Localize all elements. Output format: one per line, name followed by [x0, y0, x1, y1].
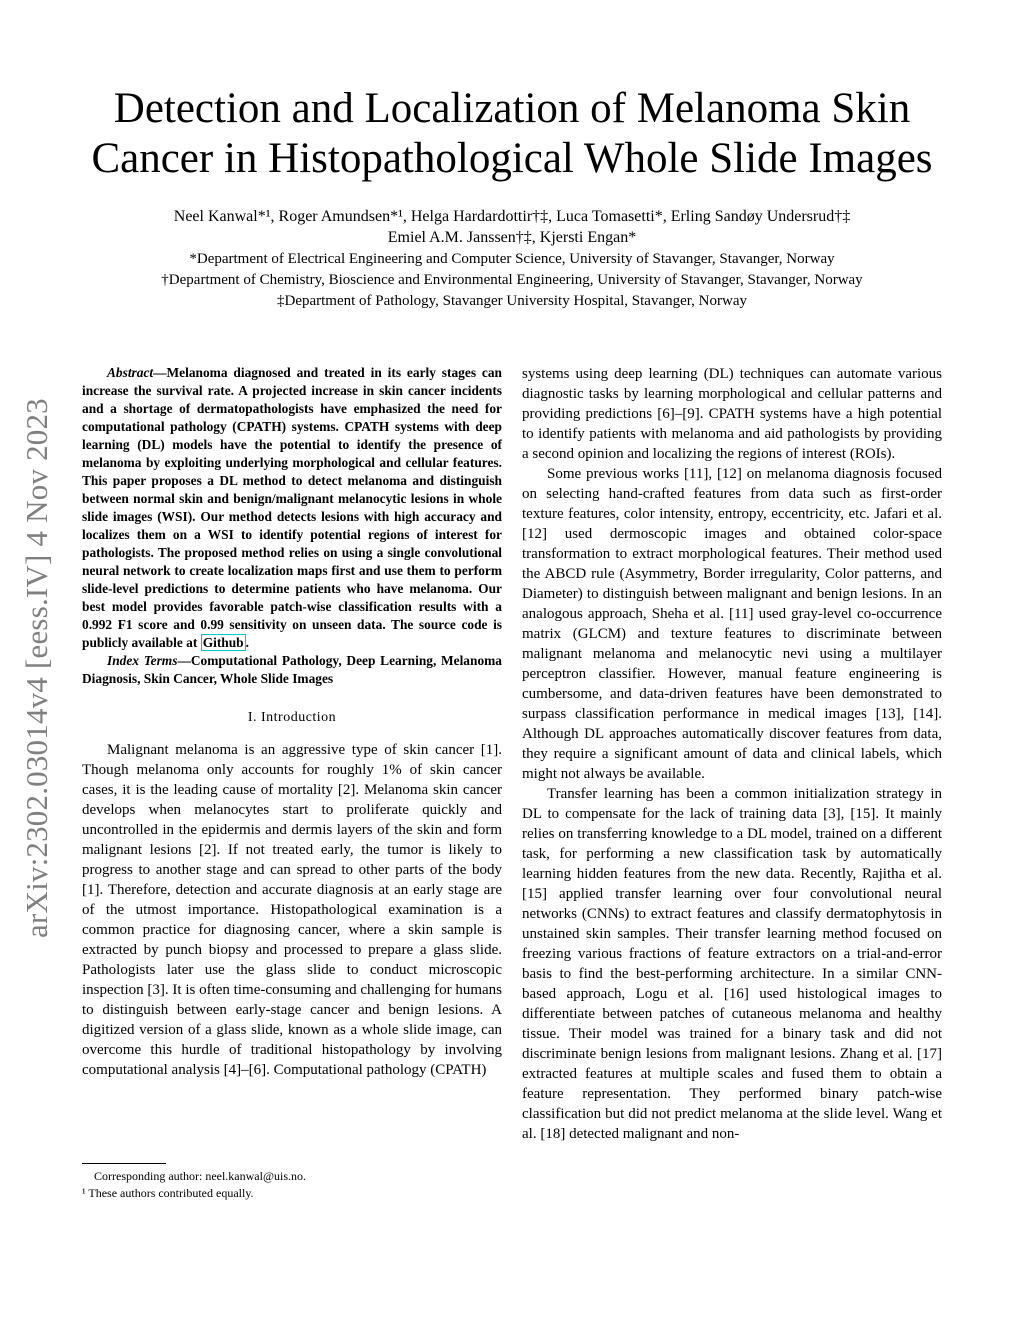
index-terms-label: Index Terms: [107, 653, 178, 668]
abstract: [82, 364, 502, 652]
arxiv-identifier: arXiv:2302.03014v4 [eess.IV] 4 Nov 2023: [19, 398, 54, 938]
section-heading-introduction: I. Introduction: [247, 710, 337, 725]
right-paragraph-1: systems using deep learning (DL) techniques can automate various diagnostic tasks by learning morphological and cellular patterns and providing predictions [6]–[9]. CPATH systems have a high potential to identify patients with melanoma and aid pathologists by providing a second opinion and localizing the regions of interest (ROIs).: [522, 366, 942, 462]
affiliations: [40, 249, 984, 312]
footnotes: [82, 1168, 502, 1202]
left-column: [82, 364, 502, 1080]
paper-title: [60, 84, 964, 184]
title-line-2: Cancer in Histopathological Whole Slide Images: [91, 135, 933, 182]
github-link[interactable]: Github: [202, 635, 244, 650]
author-line-1: Neel Kanwal*¹, Roger Amundsen*¹, Helga Hardardottir†‡, Luca Tomasetti*, Erling Sandøy Undersrud†‡: [173, 208, 851, 225]
author-line-2: Emiel A.M. Janssen†‡, Kjersti Engan*: [387, 229, 637, 246]
abstract-end: .: [245, 635, 249, 650]
title-line-1: Detection and Localization of Melanoma Skin: [113, 85, 911, 132]
right-column: [522, 364, 942, 1144]
affiliation-1: *Department of Electrical Engineering and Computer Science, University of Stavanger, Stavanger, Norway: [189, 251, 835, 267]
index-terms: [82, 652, 502, 688]
footnote-equal-contribution: ¹ These authors contributed equally.: [82, 1186, 254, 1200]
intro-paragraph-1: Malignant melanoma is an aggressive type of skin cancer [1]. Though melanoma only accounts for roughly 1% of skin cancer cases, it is the leading cause of mortality [2]. Melanoma skin cancer develops when melanocytes start to proliferate quickly and uncontrolled in the epidermis and dermis layers of the skin and form malignant lesions [2]. If not treated early, the tumor is likely to progress to another stage and can spread to other parts of the body [1]. Therefore, detection and accurate diagnosis at an early stage are of the utmost importance. Histopathological examination is a common practice for diagnosing cancer, where a skin sample is extracted by punch biopsy and processed to prepare a glass slide. Pathologists later use the glass slide to conduct microscopic inspection [3]. It is often time-consuming and challenging for humans to distinguish between early-stage cancer and benign lesions. A digitized version of a glass slide, known as a whole slide image, can overcome this hurdle of traditional histopathology by involving computational analysis [4]–[6]. Computational pathology (CPATH): [82, 742, 502, 1078]
abstract-text: —Melanoma diagnosed and treated in its early stages can increase the survival rate. A projected increase in skin cancer incidents and a shortage of dermatopathologists have emphasized the need for computational pathology (CPATH) systems. CPATH systems with deep learning (DL) models have the potential to identify the presence of melanoma by exploiting underlying morphological and cellular features. This paper proposes a DL method to detect melanoma and distinguish between normal skin and benign/malignant melanocytic lesions in whole slide images (WSI). Our method detects lesions with high accuracy and localizes them on a WSI to identify potential regions of interest for pathologists. The proposed method relies on using a single convolutional neural network to create localization maps first and use them to perform slide-level predictions to determine patients who have melanoma. Our best model provides favorable patch-wise classification results with a 0.992 F1 score and 0.99 sensitivity on unseen data. The source code is publicly available at: [82, 365, 502, 650]
right-paragraph-3: Transfer learning has been a common initialization strategy in DL to compensate for the lack of training data [3], [15]. It mainly relies on transferring knowledge to a DL model, trained on a different task, for performing a new classification task by automatically learning hidden features from the new data. Recently, Rajitha et al. [15] applied transfer learning over four convolutional neural networks (CNNs) to extract features and classify dermatophytosis in unstained skin samples. Their transfer learning method focused on freezing various fractions of feature extractors on a trial-and-error basis to find the best-performing architecture. In a similar CNN-based approach, Logu et al. [16] used histological images to differentiate between patches of cutaneous melanoma and healthy tissue. Their model was trained for a binary task and did not discriminate benign lesions from malignant lesions. Zhang et al. [17] extracted features at multiple scales and fused them to obtain a feature representation. They performed binary patch-wise classification but did not predict melanoma at the slide level. Wang et al. [18] detected malignant and non-: [522, 786, 942, 1142]
abstract-label: Abstract: [107, 365, 154, 380]
footnote-corresponding: Corresponding author: neel.kanwal@uis.no.: [94, 1169, 307, 1183]
footnote-divider: [82, 1163, 166, 1164]
affiliation-3: ‡Department of Pathology, Stavanger University Hospital, Stavanger, Norway: [277, 293, 747, 309]
right-paragraph-2: Some previous works [11], [12] on melanoma diagnosis focused on selecting hand-crafted features from data such as first-order texture features, color intensity, entropy, eccentricity, etc. Jafari et al. [12] used dermoscopic images and obtained color-space transformation to extract morphological features. Their method used the ABCD rule (Asymmetry, Border irregularity, Color patterns, and Diameter) to distinguish between malignant and benign lesions. In an analogous approach, Sheha et al. [11] used gray-level co-occurrence matrix (GLCM) and texture features to discriminate between malignant melanoma and melanocytic nevi using a multilayer perceptron classifier. However, manual feature engineering is cumbersome, and data-driven features have been demonstrated to surpass classification performance in medical images [13], [14]. Although DL approaches automatically discover features from data, they require a significant amount of data and clinical labels, which might not always be available.: [522, 466, 942, 782]
affiliation-2: †Department of Chemistry, Bioscience and Environmental Engineering, University of Stavanger, Stavanger, Norway: [161, 272, 863, 288]
index-terms-text: —Computational Pathology, Deep Learning, Melanoma Diagnosis, Skin Cancer, Whole Slide Images: [82, 653, 502, 686]
author-list: [60, 206, 964, 248]
